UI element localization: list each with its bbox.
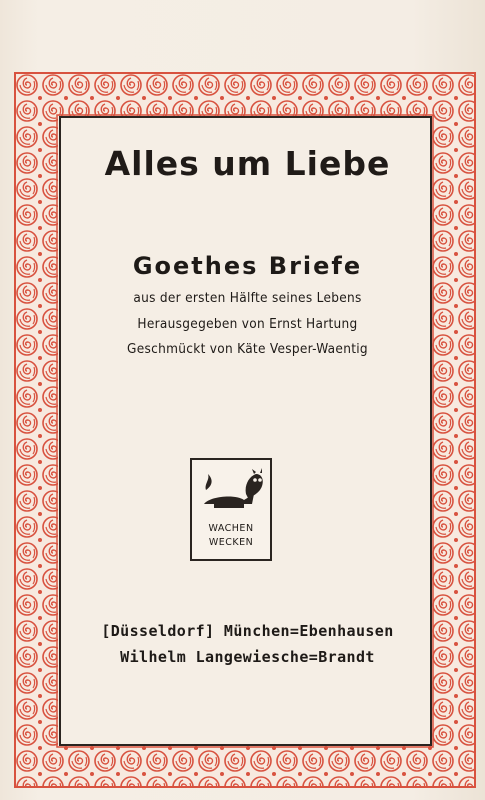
oil-lamp-and-owl-icon: [192, 460, 270, 520]
subtitle-description: aus der ersten Hälfte seines Lebens: [133, 290, 362, 306]
book-title: Alles um Liebe: [104, 144, 391, 183]
publisher-emblem: [190, 458, 272, 561]
emblem-motto-line2: WECKEN: [208, 537, 254, 548]
title-panel: [59, 116, 432, 746]
illustrator-credit: Geschmückt von Käte Vesper-Waentig: [127, 341, 368, 357]
publication-place: [Düsseldorf] München=Ebenhausen: [101, 622, 394, 640]
emblem-motto-line1: WACHEN: [208, 523, 254, 534]
book-subtitle: Goethes Briefe: [132, 252, 363, 280]
editor-credit: Herausgegeben von Ernst Hartung: [137, 316, 358, 332]
publisher-name: Wilhelm Langewiesche=Brandt: [120, 648, 375, 666]
